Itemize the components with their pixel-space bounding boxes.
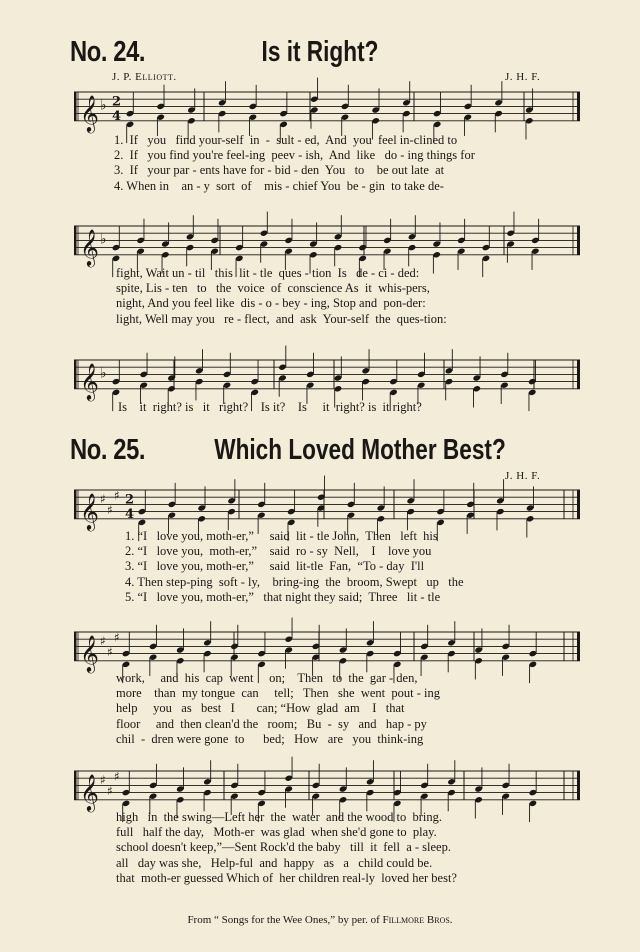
music-staff	[74, 222, 580, 266]
sharp-icon: ♯	[114, 769, 120, 784]
sharp-icon: ♯	[114, 630, 120, 645]
lyrics-block	[0, 400, 640, 415]
hymn-25-header	[0, 434, 640, 478]
lyric-line: 5. “I love you, moth-er,” that night they said; Three lit - tle	[125, 589, 441, 604]
treble-clef-icon: 𝄞	[80, 361, 99, 400]
lyric-line: school doesn't keep,”—Sent Rock'd the baby till it fell a - sleep.	[116, 840, 451, 855]
lyric-line: high in the swing—Left her the water and the wood to bring.	[116, 810, 442, 824]
lyric-line: 4. Then step-ping soft - ly, bring-ing the broom, Swept up the	[125, 574, 464, 589]
sharp-icon: ♯	[100, 634, 106, 649]
lyric-line: full half the day, Moth-er was glad when she'd gone to play.	[116, 825, 437, 840]
lyric-line: 1. If you find your-self in - sult - ed, And you feel in-clined to	[114, 133, 458, 147]
sharp-icon: ♯	[107, 503, 113, 517]
lyric-line: 2. If you find you're feel-ing peev - ish, And like do - ing things for	[114, 148, 475, 163]
staff-end-bar	[577, 632, 580, 661]
lyric-line: spite, Lis - ten to the voice of conscience As it whis-pers,	[116, 281, 430, 296]
treble-clef-icon: 𝄞	[80, 491, 99, 530]
lyric-line: 4. When in an - y sort of mis - chief You be - gin to take de-	[114, 178, 444, 193]
lyric-line: more than my tongue can tell; Then she went pout - ing	[116, 686, 441, 701]
flat-icon: ♭	[100, 365, 107, 382]
lyrics-block	[0, 133, 640, 194]
sharp-icon: ♯	[100, 492, 106, 507]
lyrics-block	[0, 266, 640, 327]
staff-end-bar	[577, 771, 580, 800]
lyric-line: help you as best I can; “How glad am I that	[116, 701, 405, 716]
staff-end-bar	[577, 490, 580, 519]
lyric-line: fight, Wait un - til this lit - tle ques - tion Is de - ci - ded:	[116, 266, 420, 280]
flat-icon: ♭	[100, 97, 107, 114]
lyric-line: 1. “I love you, moth-er,” said lit - tle John, Then left his	[125, 529, 438, 543]
staff-engraving	[74, 628, 580, 672]
staff-brace	[74, 632, 77, 661]
sharp-icon: ♯	[100, 773, 106, 788]
staff-end-bar	[577, 92, 580, 121]
lyric-line: Is it right? is it right? Is it? Is it right? is it right?	[118, 400, 422, 414]
staff-end-bar	[577, 226, 580, 255]
lyric-line: 2. “I love you, moth-er,” said ro - sy Nell, I love you	[125, 544, 432, 559]
music-staff	[74, 356, 580, 400]
sharp-icon: ♯	[107, 784, 113, 798]
arranger-credit: J. H. F.	[505, 71, 541, 83]
flat-icon: ♭	[100, 231, 107, 248]
lyric-line: 3. “I love you, moth-er,” said lit-tle Fan, “To - day I'll	[125, 559, 425, 574]
time-signature: 2	[125, 492, 135, 508]
staff-brace	[74, 771, 77, 800]
staff-engraving	[74, 356, 580, 400]
sharp-icon: ♯	[107, 645, 113, 659]
composer-credit: J. P. Elliott.	[112, 71, 177, 83]
staff-engraving	[74, 767, 580, 811]
staff-engraving	[74, 486, 580, 530]
lyric-line: 3. If your par - ents have for - bid - den You to be out late at	[114, 163, 445, 178]
source-credit	[0, 914, 640, 926]
arranger-credit: J. H. F.	[505, 470, 541, 482]
staff-end-bar	[577, 360, 580, 389]
staff-engraving	[74, 88, 580, 132]
publisher-name: Fillmore Bros.	[382, 914, 453, 926]
music-staff	[74, 88, 580, 132]
lyrics-block	[0, 671, 640, 747]
treble-clef-icon: 𝄞	[80, 633, 99, 672]
hymn-number: No. 25.	[70, 434, 146, 466]
hymn-number: No. 24.	[70, 36, 146, 68]
hymn-24-header	[0, 36, 640, 80]
music-staff	[74, 628, 580, 672]
time-signature: 4	[125, 506, 135, 522]
staff-brace	[74, 92, 77, 121]
treble-clef-icon: 𝄞	[80, 93, 99, 132]
staff-brace	[74, 490, 77, 519]
staff-engraving	[74, 222, 580, 266]
treble-clef-icon: 𝄞	[80, 772, 99, 811]
music-staff	[74, 767, 580, 811]
lyrics-block	[0, 810, 640, 886]
lyric-line: that moth-er guessed Which of her children real-ly loved her best?	[116, 870, 457, 885]
time-signature: 2	[112, 94, 122, 110]
treble-clef-icon: 𝄞	[80, 227, 99, 266]
lyric-line: chil - dren were gone to bed; How are you think-ing	[116, 731, 424, 746]
sharp-icon: ♯	[114, 488, 120, 503]
music-staff	[74, 486, 580, 530]
lyrics-block	[0, 529, 640, 605]
lyric-line: night, And you feel like dis - o - bey - ing, Stop and pon-der:	[116, 296, 426, 311]
staff-brace	[74, 360, 77, 389]
hymn-title: Is it Right?	[261, 36, 379, 68]
lyric-line: light, Well may you re - flect, and ask Your-self the ques-tion:	[116, 311, 447, 326]
hymn-title: Which Loved Mother Best?	[214, 434, 506, 466]
lyric-line: work, and his cap went on; Then to the gar - den,	[116, 671, 418, 685]
staff-brace	[74, 226, 77, 255]
lyric-line: all day was she, Help-ful and happy as a child could be.	[116, 855, 433, 870]
time-signature: 4	[112, 108, 122, 124]
lyric-line: floor and then clean'd the room; Bu - sy and hap - py	[116, 716, 427, 731]
source-credit-text: From “ Songs for the Wee Ones,” by per. of	[187, 914, 383, 926]
